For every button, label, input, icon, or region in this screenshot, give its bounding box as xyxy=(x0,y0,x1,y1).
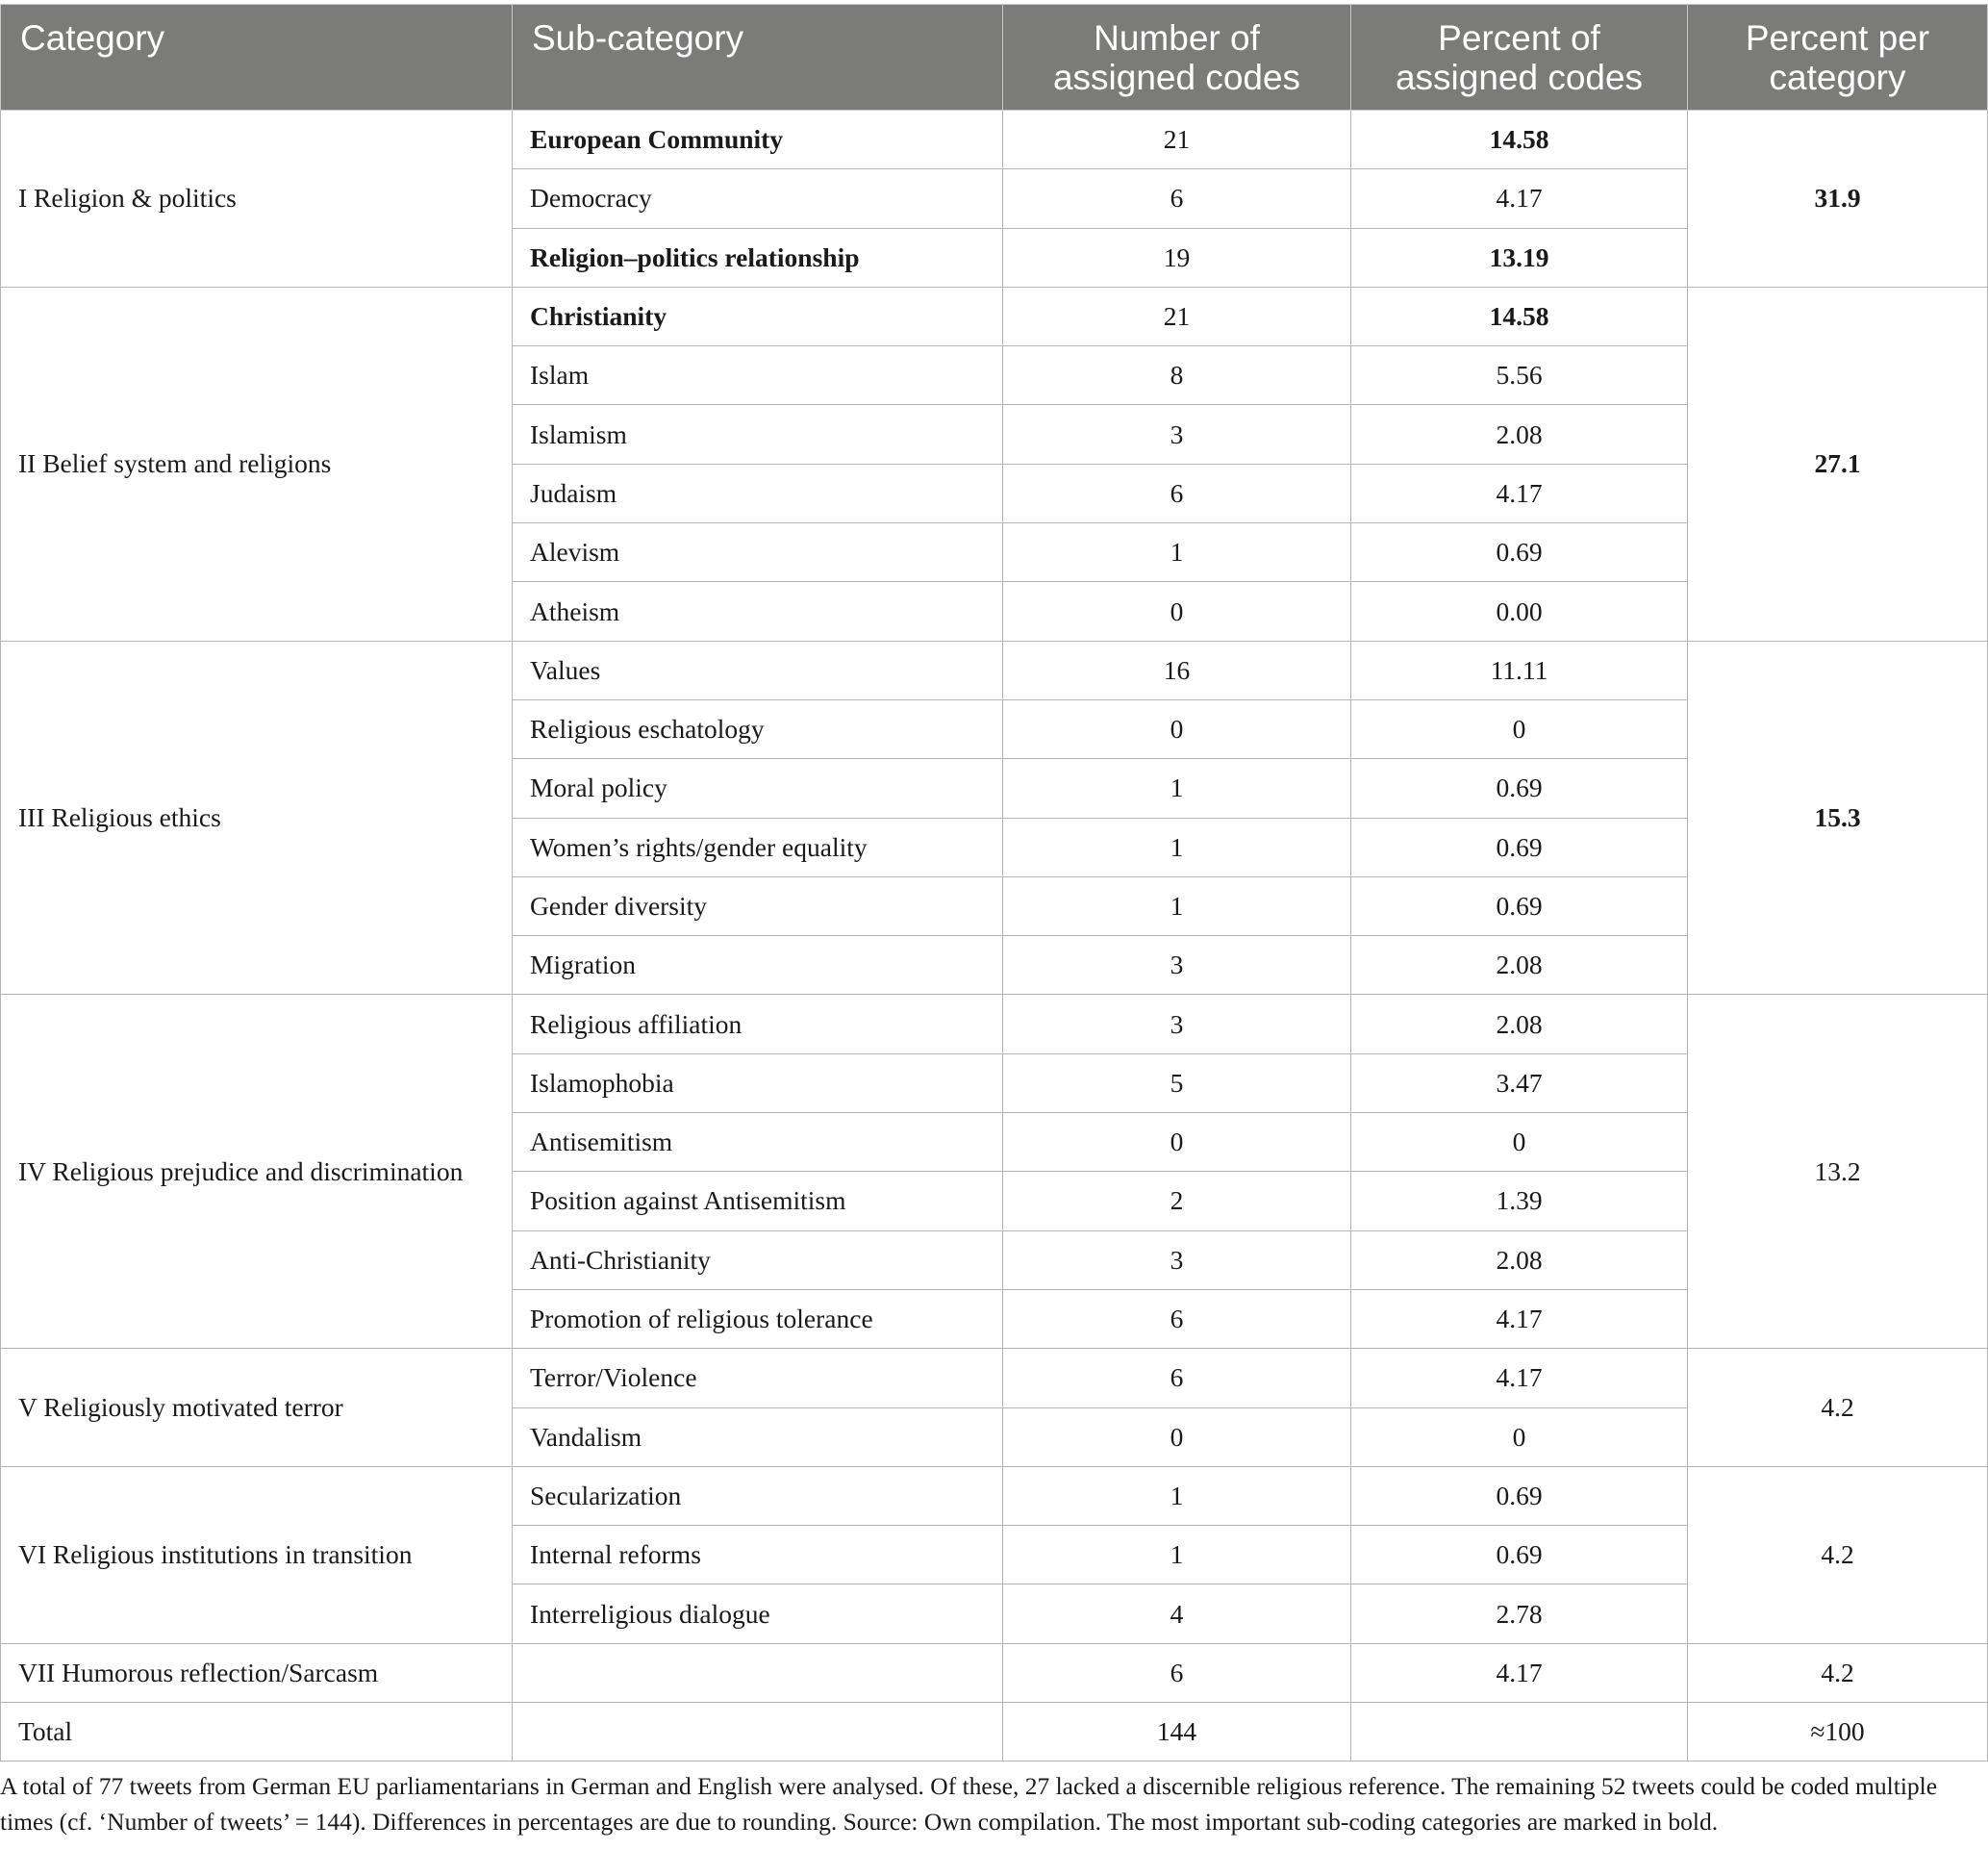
subcategory-cell: Religious affiliation xyxy=(513,995,1003,1053)
percent-cell: 0.69 xyxy=(1351,523,1688,582)
number-cell: 0 xyxy=(1003,582,1351,641)
subcategory-cell: Secularization xyxy=(513,1466,1003,1525)
percent-per-category-cell: 15.3 xyxy=(1688,641,1988,995)
table-row xyxy=(1,1466,1988,1525)
percent-cell: 4.17 xyxy=(1351,464,1688,522)
percent-cell: 14.58 xyxy=(1351,111,1688,169)
subcategory-cell: Promotion of religious tolerance xyxy=(513,1289,1003,1348)
percent-cell: 2.08 xyxy=(1351,995,1688,1053)
subcategory-cell: Values xyxy=(513,641,1003,699)
category-cell: V Religiously motivated terror xyxy=(1,1349,513,1467)
number-cell: 6 xyxy=(1003,1289,1351,1348)
category-cell: VI Religious institutions in transition xyxy=(1,1466,513,1643)
number-cell: 4 xyxy=(1003,1584,1351,1643)
percent-per-category-cell: 13.2 xyxy=(1688,995,1988,1349)
percent-cell: 0.00 xyxy=(1351,582,1688,641)
number-cell: 1 xyxy=(1003,1526,1351,1584)
subcategory-cell: European Community xyxy=(513,111,1003,169)
percent-cell: 13.19 xyxy=(1351,228,1688,287)
subcategory-cell: Islamism xyxy=(513,405,1003,464)
codes-table xyxy=(0,4,1988,1761)
header-percent-per-category: Percent per category xyxy=(1688,5,1988,111)
number-cell: 1 xyxy=(1003,876,1351,935)
subcategory-cell: Migration xyxy=(513,936,1003,995)
number-cell: 3 xyxy=(1003,995,1351,1053)
subcategory-cell: Gender diversity xyxy=(513,876,1003,935)
number-cell: 6 xyxy=(1003,1349,1351,1407)
percent-cell: 4.17 xyxy=(1351,169,1688,228)
number-cell: 0 xyxy=(1003,1407,1351,1466)
percent-cell: 2.08 xyxy=(1351,1230,1688,1289)
percent-cell: 4.17 xyxy=(1351,1289,1688,1348)
table-footnote: A total of 77 tweets from German EU parliamentarians in German and English were analysed. Of these, 27 lacked a discernible religious reference. The remaining 52 tweets could be coded multiple times (cf. ‘Number of tweets’ = 144). Differences in percentages are due to rounding. Source: Own compilation. The most important sub-coding categories are marked in bold. xyxy=(0,1772,1938,1836)
percent-cell: 0 xyxy=(1351,699,1688,758)
percent-cell: 2.78 xyxy=(1351,1584,1688,1643)
number-cell: 16 xyxy=(1003,641,1351,699)
number-cell: 0 xyxy=(1003,1113,1351,1172)
table-row xyxy=(1,1349,1988,1407)
percent-per-category-cell: 4.2 xyxy=(1688,1466,1988,1643)
subcategory-cell: Anti-Christianity xyxy=(513,1230,1003,1289)
percent-cell: 5.56 xyxy=(1351,346,1688,405)
table-row xyxy=(1,1643,1988,1702)
total-subcategory-cell xyxy=(513,1703,1003,1761)
number-cell: 19 xyxy=(1003,228,1351,287)
table-row xyxy=(1,111,1988,169)
subcategory-cell: Women’s rights/gender equality xyxy=(513,818,1003,876)
percent-per-category-cell: 4.2 xyxy=(1688,1643,1988,1702)
percent-per-category-cell: 31.9 xyxy=(1688,111,1988,288)
number-cell: 6 xyxy=(1003,1643,1351,1702)
total-row xyxy=(1,1703,1988,1761)
number-cell: 1 xyxy=(1003,818,1351,876)
header-percent-of-codes: Percent of assigned codes xyxy=(1351,5,1688,111)
number-cell: 21 xyxy=(1003,287,1351,345)
number-cell: 1 xyxy=(1003,1466,1351,1525)
category-cell: II Belief system and religions xyxy=(1,287,513,641)
number-cell: 3 xyxy=(1003,1230,1351,1289)
subcategory-cell: Religious eschatology xyxy=(513,699,1003,758)
percent-cell: 14.58 xyxy=(1351,287,1688,345)
subcategory-cell xyxy=(513,1643,1003,1702)
subcategory-cell: Democracy xyxy=(513,169,1003,228)
number-cell: 0 xyxy=(1003,699,1351,758)
table-row xyxy=(1,287,1988,345)
percent-cell: 2.08 xyxy=(1351,405,1688,464)
number-cell: 1 xyxy=(1003,523,1351,582)
header-subcategory: Sub-category xyxy=(513,5,1003,111)
number-cell: 3 xyxy=(1003,405,1351,464)
category-cell: III Religious ethics xyxy=(1,641,513,995)
percent-cell: 2.08 xyxy=(1351,936,1688,995)
percent-cell: 11.11 xyxy=(1351,641,1688,699)
header-number-of-codes: Number of assigned codes xyxy=(1003,5,1351,111)
percent-per-category-cell: 27.1 xyxy=(1688,287,1988,641)
number-cell: 5 xyxy=(1003,1053,1351,1112)
total-label-cell: Total xyxy=(1,1703,513,1761)
table-body xyxy=(1,111,1988,1761)
subcategory-cell: Moral policy xyxy=(513,759,1003,818)
percent-cell: 0.69 xyxy=(1351,1466,1688,1525)
subcategory-cell: Judaism xyxy=(513,464,1003,522)
subcategory-cell: Interreligious dialogue xyxy=(513,1584,1003,1643)
percent-cell: 1.39 xyxy=(1351,1172,1688,1230)
subcategory-cell: Islam xyxy=(513,346,1003,405)
total-percent-cell xyxy=(1351,1703,1688,1761)
percent-cell: 0 xyxy=(1351,1113,1688,1172)
table-row xyxy=(1,995,1988,1053)
table-row xyxy=(1,641,1988,699)
number-cell: 2 xyxy=(1003,1172,1351,1230)
header-category: Category xyxy=(1,5,513,111)
number-cell: 6 xyxy=(1003,169,1351,228)
category-cell: IV Religious prejudice and discrimination xyxy=(1,995,513,1349)
percent-cell: 0.69 xyxy=(1351,876,1688,935)
subcategory-cell: Christianity xyxy=(513,287,1003,345)
percent-cell: 4.17 xyxy=(1351,1643,1688,1702)
number-cell: 1 xyxy=(1003,759,1351,818)
total-number-cell: 144 xyxy=(1003,1703,1351,1761)
percent-per-category-cell: 4.2 xyxy=(1688,1349,1988,1467)
subcategory-cell: Antisemitism xyxy=(513,1113,1003,1172)
subcategory-cell: Position against Antisemitism xyxy=(513,1172,1003,1230)
number-cell: 8 xyxy=(1003,346,1351,405)
subcategory-cell: Vandalism xyxy=(513,1407,1003,1466)
category-cell: VII Humorous reflection/Sarcasm xyxy=(1,1643,513,1702)
subcategory-cell: Religion–politics relationship xyxy=(513,228,1003,287)
subcategory-cell: Terror/Violence xyxy=(513,1349,1003,1407)
percent-cell: 3.47 xyxy=(1351,1053,1688,1112)
category-cell: I Religion & politics xyxy=(1,111,513,288)
number-cell: 3 xyxy=(1003,936,1351,995)
percent-cell: 4.17 xyxy=(1351,1349,1688,1407)
percent-cell: 0.69 xyxy=(1351,818,1688,876)
table-header xyxy=(1,5,1988,111)
percent-cell: 0.69 xyxy=(1351,759,1688,818)
subcategory-cell: Alevism xyxy=(513,523,1003,582)
number-cell: 21 xyxy=(1003,111,1351,169)
subcategory-cell: Islamophobia xyxy=(513,1053,1003,1112)
percent-cell: 0 xyxy=(1351,1407,1688,1466)
subcategory-cell: Internal reforms xyxy=(513,1526,1003,1584)
percent-cell: 0.69 xyxy=(1351,1526,1688,1584)
header-row xyxy=(1,5,1988,111)
total-percent-per-category-cell: ≈100 xyxy=(1688,1703,1988,1761)
number-cell: 6 xyxy=(1003,464,1351,522)
subcategory-cell: Atheism xyxy=(513,582,1003,641)
